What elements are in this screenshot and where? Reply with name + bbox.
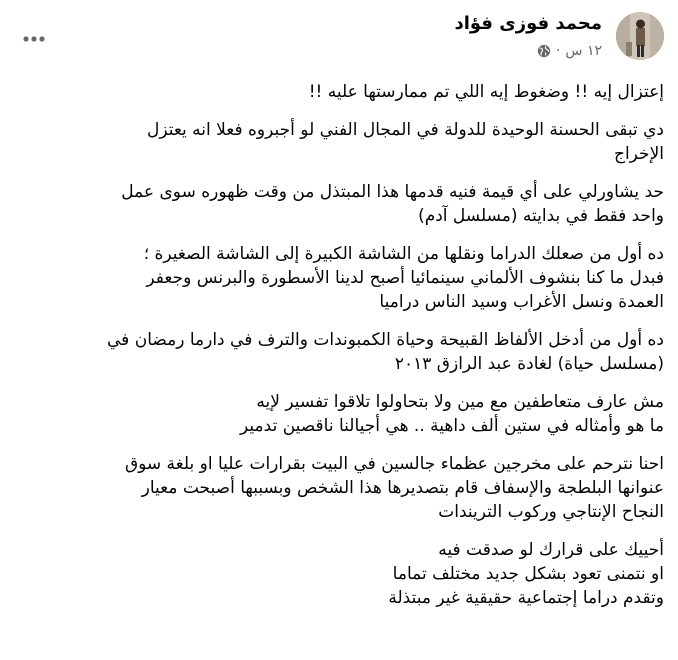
author-avatar[interactable] bbox=[616, 12, 664, 60]
post-line: (مسلسل حياة) لغادة عبد الرازق ٢٠١٣ bbox=[394, 354, 664, 374]
post-meta bbox=[537, 43, 602, 59]
post-line: او نتمنى تعود بشكل جديد مختلف تماما bbox=[392, 564, 664, 584]
post-paragraph bbox=[12, 328, 664, 376]
post-paragraph bbox=[12, 452, 664, 524]
post-paragraph bbox=[12, 538, 664, 610]
more-options-icon bbox=[23, 36, 45, 42]
post-line: ده أول من صعلك الدراما ونقلها من الشاشة الكبيرة إلى الشاشة الصغيرة ؛ bbox=[143, 244, 664, 264]
post-line: إعتزال إيه !! وضغوط إيه اللي تم ممارستها عليه !! bbox=[308, 82, 664, 102]
post-line: ده أول من أدخل الألفاظ القبيحة وحياة الكمبوندات والترف في دارما رمضان في bbox=[107, 330, 664, 350]
post-line: مش عارف متعاطفين مع مين ولا بتحاولوا تلاقوا تفسير لإيه bbox=[256, 392, 664, 412]
post-line: ما هو وأمثاله في ستين ألف داهية .. هي أجيالنا ناقصين تدمير bbox=[240, 416, 664, 436]
post-header bbox=[0, 0, 678, 78]
avatar-photo bbox=[616, 12, 664, 60]
post-paragraph bbox=[12, 242, 664, 314]
post-line: فبدل ما كنا بنشوف الألماني سينمائيا أصبح لدينا الأسطورة والبرنس وجعفر bbox=[146, 268, 664, 288]
post-line: الإخراج bbox=[613, 144, 664, 164]
post-paragraph bbox=[12, 118, 664, 166]
post-line: حد يشاورلي على أي قيمة فنيه قدمها هذا المبتذل من وقت ظهوره سوى عمل bbox=[121, 182, 664, 202]
post-line: عنوانها البلطجة والإسفاف قام بتصديرها هذا الشخص وبسببها أصبحت معيار bbox=[141, 478, 664, 498]
more-options-button[interactable] bbox=[14, 26, 54, 52]
post-line: أحييك على قرارك لو صدقت فيه bbox=[438, 540, 664, 560]
author-name[interactable]: محمد فوزى فؤاد bbox=[454, 13, 602, 34]
post-timestamp[interactable]: ١٢ س bbox=[565, 43, 602, 59]
post-line: النجاح الإنتاجي وركوب التريندات bbox=[438, 502, 664, 522]
post-paragraph bbox=[12, 180, 664, 228]
post-line: دي تبقى الحسنة الوحيدة للدولة في المجال الفني لو أجبروه فعلا انه يعتزل bbox=[146, 120, 664, 140]
post-body bbox=[12, 80, 664, 624]
post-paragraph bbox=[12, 80, 664, 104]
post-line: العمدة ونسل الأغراب وسيد الناس دراميا bbox=[379, 292, 664, 312]
meta-separator: · bbox=[555, 43, 561, 59]
post-line: واحد فقط في بدايته (مسلسل آدم) bbox=[418, 206, 664, 226]
post-paragraph bbox=[12, 390, 664, 438]
post-line: وتقدم دراما إجتماعية حقيقية غير مبتذلة bbox=[388, 588, 664, 608]
post-line: احنا نترحم على مخرجين عظماء جالسين في البيت بقرارات عليا او بلغة سوق bbox=[124, 454, 664, 474]
globe-icon[interactable] bbox=[537, 44, 551, 58]
